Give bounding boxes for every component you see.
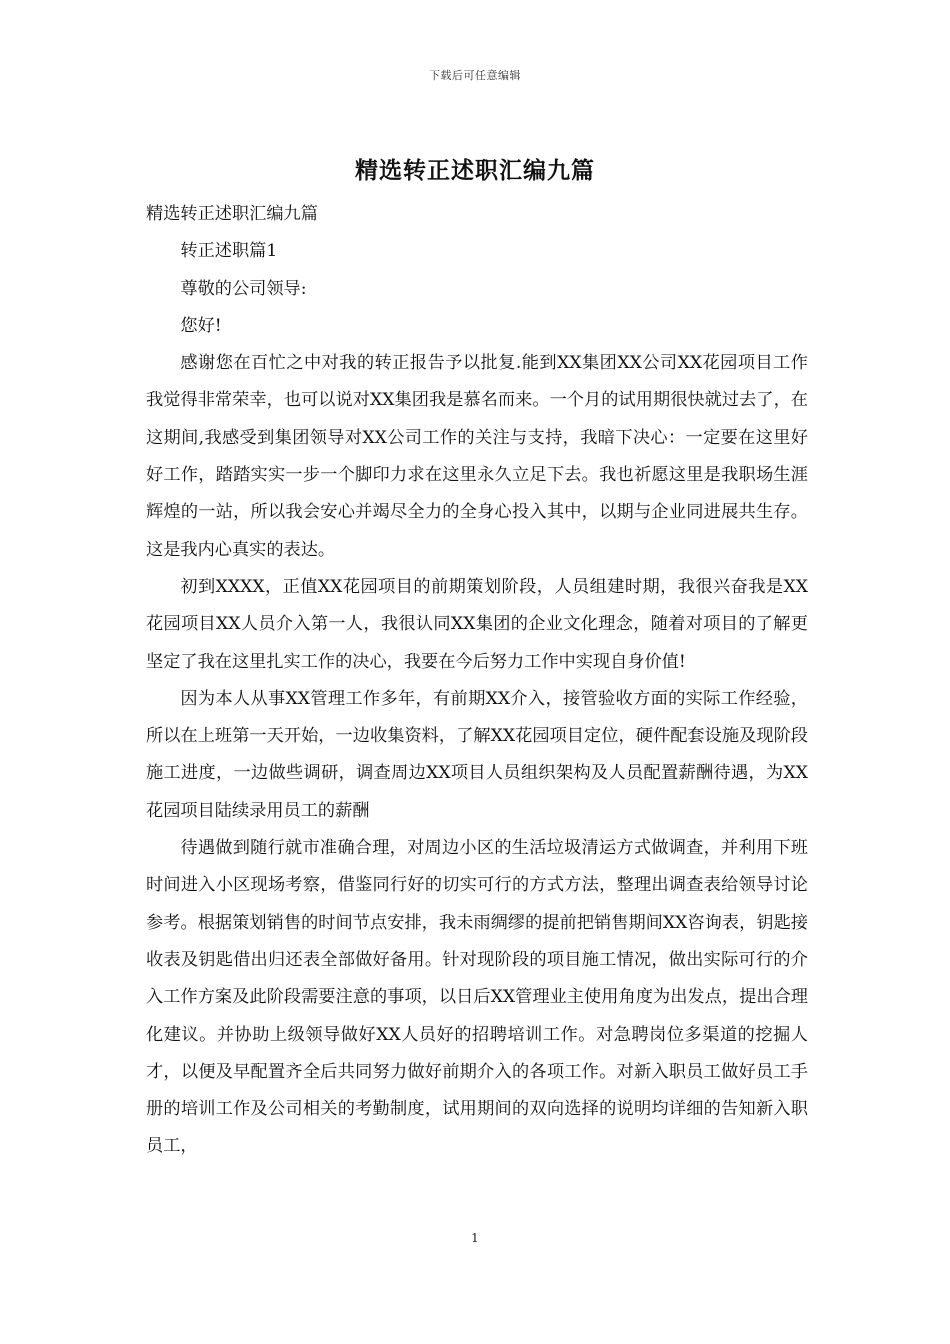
page-number: 1 [471,1231,479,1245]
greeting: 您好! [180,315,222,336]
body-paragraph: 待遇做到随行就市准确合理，对周边小区的生活垃圾清运方式做调查，并利用下班时间进入小区现场考察，借鉴同行好的切实可行的方式方法，整理出调查表给领导讨论参考。根据策划销售的时间节点安排，我未雨绸缪的提前把销售期间XX咨询表，钥匙接收表及钥匙借出归还表全部做好备用。针对现阶段的项目施工情况，做出实际可行的介入工作方案及此阶段需要注意的事项，以日后XX管理业主使用角度为出发点，提出合理化建议。并协助上级领导做好XX人员好的招聘培训工作。对急聘岗位多渠道的挖掘人才，以便及早配置齐全后共同努力做好前期介入的各项工作。对新入职员工做好员工手册的培训工作及公司相关的考勤制度，试用期间的双向选择的说明均详细的告知新入职员工， [146,838,808,1157]
header-note: 下载后可任意编辑 [429,69,521,82]
subtitle-paragraph: 精选转正述职汇编九篇 [146,204,318,224]
salutation: 尊敬的公司领导: [180,278,307,299]
document-body [146,196,808,1166]
body-paragraph: 初到XXXX，正值XX花园项目的前期策划阶段，人员组建时期，我很兴奋我是XX花园项目XX人员介入第一人，我很认同XX集团的企业文化理念，随着对项目的了解更坚定了我在这里扎实工作的决心，我要在今后努力工作中实现自身价值! [146,576,808,672]
body-paragraph: 感谢您在百忙之中对我的转正报告予以批复.能到XX集团XX公司XX花园项目工作我觉得非常荣幸，也可以说对XX集团我是慕名而来。一个月的试用期很快就过去了，在这期间,我感受到集团领导对XX公司工作的关注与支持，我暗下决心：一定要在这里好好工作，踏踏实实一步一个脚印力求在这里永久立足下去。我也祈愿这里是我职场生涯辉煌的一站，所以我会安心并竭尽全力的全身心投入其中，以期与企业同进展共生存。这是我内心真实的表达。 [146,353,808,560]
document-title: 精选转正述职汇编九篇 [355,157,595,184]
body-paragraph: 因为本人从事XX管理工作多年，有前期XX介入，接管验收方面的实际工作经验，所以在上班第一天开始，一边收集资料，了解XX花园项目定位，硬件配套设施及现阶段施工进度，一边做些调研，调查周边XX项目人员组织架构及人员配置薪酬待遇，为XX花园项目陆续录用员工的薪酬 [146,688,808,821]
section-heading: 转正述职篇1 [180,241,278,262]
